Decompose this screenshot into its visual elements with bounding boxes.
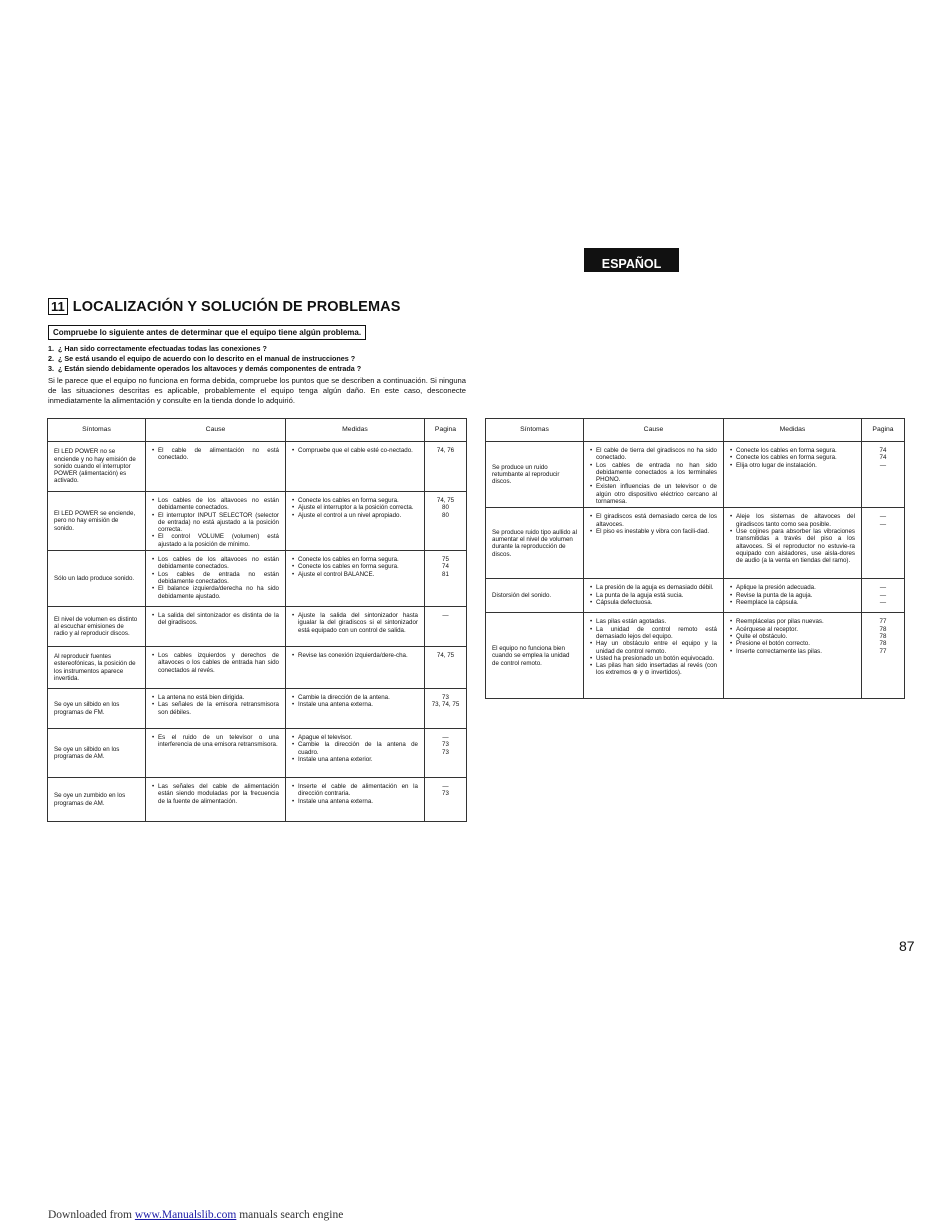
cause-item: • Existen influencias de un televisor o de algún otro dispositivo eléctrico cercano al tornamesa.	[590, 483, 717, 505]
symptom-cell: El nivel de volumen es distinto al escuchar emisiones de radio y al reproducir discos.	[48, 607, 146, 647]
table-row	[48, 442, 467, 492]
header-symptom: Síntomas	[48, 419, 146, 442]
page-ref: 73	[442, 790, 449, 798]
page-ref: 74, 75	[436, 497, 455, 504]
measure-item: • Ajuste el interruptor a la posición correcta.	[292, 504, 418, 511]
measure-item: • Ajuste el control a un nivel apropiado.	[292, 512, 418, 519]
page-title: LOCALIZACIÓN Y SOLUCIÓN DE PROBLEMAS	[72, 298, 401, 315]
symptom-cell: Se oye un zumbido en los programas de AM.	[48, 778, 146, 822]
cause-item: • El cable de tierra del giradiscos no ha sido conectado.	[590, 447, 717, 462]
page-cell	[425, 492, 467, 551]
measure-item: • Instale una antena exterior.	[292, 756, 418, 763]
page-ref: —	[879, 513, 887, 521]
measure-item: • Quite el obstáculo.	[730, 633, 855, 640]
measure-item: • Apague el televisor.	[292, 734, 418, 741]
intro-paragraph: Si le parece que el equipo no funciona en forma debida, compruebe los puntos que se describen a continuación. Si ninguna de las situaciones descritas es aplicable, probablemente el equipo tenga algún daño. En este caso, desconecte inmediatamente la alimentación y consulte en la tienda donde lo adquirió.	[48, 376, 466, 406]
symptom-cell: Se oye un silbido en los programas de AM.	[48, 729, 146, 778]
cause-cell	[146, 442, 286, 492]
measure-item: • Revise las conexión izquierda/dere-cha.	[292, 652, 418, 659]
measure-item: • Reemplace la cápsula.	[730, 599, 855, 606]
troubleshooting-table-right	[485, 418, 905, 699]
measure-item: • Cambie la dirección de la antena de cuadro.	[292, 741, 418, 756]
symptom-cell: Distorsión del sonido.	[486, 579, 584, 613]
page-cell	[425, 607, 467, 647]
table-row	[486, 613, 905, 699]
header-page: Pagina	[862, 419, 905, 442]
cause-item: • Las pilas han sido insertadas al revés (con los extremos ⊕ y ⊖ invertidos).	[590, 662, 717, 677]
table-row	[486, 442, 905, 508]
page-cell	[862, 508, 905, 579]
measure-item: • Compruebe que el cable esté co-nectado.	[292, 447, 418, 454]
header-cause: Cause	[146, 419, 286, 442]
header-cause: Cause	[584, 419, 724, 442]
measure-cell	[286, 729, 425, 778]
cause-item: • Los cables izquierdos y derechos de altavoces o los cables de entrada han sido conectados al revés.	[152, 652, 279, 674]
symptom-cell: Se produce ruido tipo aullido al aumentar el nivel de volumen durante la reproducción de discos.	[486, 508, 584, 579]
page-ref: —	[442, 734, 449, 742]
symptom-cell: El equipo no funciona bien cuando se emplea la unidad de control remoto.	[486, 613, 584, 699]
page-cell	[862, 442, 905, 508]
symptom-cell: Al reproducir fuentes estereofónicas, la posición de los instrumentos aparece invertida.	[48, 647, 146, 689]
cause-item: • Usted ha presionado un botón equivocado.	[590, 655, 717, 662]
measure-cell	[724, 613, 862, 699]
page-ref: —	[442, 612, 449, 620]
page-ref: 74	[879, 454, 887, 462]
measure-cell	[724, 508, 862, 579]
measure-item: • Ajuste el control BALANCE.	[292, 571, 418, 578]
table-row	[48, 729, 467, 778]
cause-item: • Los cables de los altavoces no están debidamente conectados.	[152, 497, 279, 512]
cause-cell	[146, 778, 286, 822]
troubleshooting-table-left	[47, 418, 467, 822]
cause-cell	[146, 729, 286, 778]
page-ref: 73	[442, 694, 449, 702]
cause-item: • Los cables de entrada no están debidamente conectados.	[152, 571, 279, 586]
measure-item: • Elija otro lugar de instalación.	[730, 462, 855, 469]
cause-item: • Es el ruido de un televisor o una interferencia de una emisora retransmisora.	[152, 734, 279, 749]
cause-cell	[146, 647, 286, 689]
cause-cell	[584, 579, 724, 613]
page-cell	[862, 613, 905, 699]
language-tab: ESPAÑOL	[584, 248, 679, 272]
cause-item: • Los cables de entrada no han sido debidamente conectados a los terminales PHONO.	[590, 462, 717, 484]
cause-item: • Hay un obstáculo entre el equipo y la unidad de control remoto.	[590, 640, 717, 655]
symptom-cell: El LED POWER se enciende, pero no hay emisión de sonido.	[48, 492, 146, 551]
cause-item: • El piso es inestable y vibra con facili-dad.	[590, 528, 717, 535]
cause-cell	[146, 689, 286, 729]
header-page: Pagina	[425, 419, 467, 442]
table-header-row	[486, 419, 905, 442]
page-ref: 74, 76	[436, 447, 455, 454]
measure-cell	[286, 551, 425, 607]
page-ref: 73	[442, 748, 449, 756]
page-ref: 78	[879, 640, 887, 648]
measure-item: • Inserte correctamente las pilas.	[730, 648, 855, 655]
symptom-cell: Se produce un ruido retumbante al reproducir discos.	[486, 442, 584, 508]
table-row	[48, 689, 467, 729]
page-ref: 80	[442, 511, 449, 519]
page-cell	[425, 689, 467, 729]
table-header-row	[48, 419, 467, 442]
page-ref: 77	[879, 647, 887, 655]
page-cell	[425, 551, 467, 607]
cause-item: • La punta de la aguja está sucia.	[590, 592, 717, 599]
measure-item: • Instale una antena externa.	[292, 701, 418, 708]
measure-cell	[724, 442, 862, 508]
page-ref: —	[879, 520, 887, 528]
page-ref: —	[879, 584, 887, 592]
cause-item: • La salida del sintonizador es distinta de la del giradiscos.	[152, 612, 279, 627]
page-ref: 74	[879, 447, 887, 454]
measure-item: • Conecte los cables en forma segura.	[292, 497, 418, 504]
cause-item: • El giradiscos está demasiado cerca de los altavoces.	[590, 513, 717, 528]
page-ref: —	[879, 598, 887, 606]
symptom-cell: Se oye un silbido en los programas de FM.	[48, 689, 146, 729]
page-ref: 73	[442, 741, 449, 749]
section-heading	[48, 298, 400, 315]
measure-cell	[724, 579, 862, 613]
measure-item: • Reemplácelas por pilas nuevas.	[730, 618, 855, 625]
measure-item: • Ajuste la salida del sintonizador hasta igualar la del giradiscos si el sintonizador está equipado con un control de salida.	[292, 612, 418, 634]
page-number: 87	[899, 938, 915, 954]
page-ref: 73, 74, 75	[431, 701, 460, 709]
download-footer: Downloaded from www.Manualslib.com manuals search engine	[48, 1209, 344, 1221]
cause-item: • Las señales del cable de alimentación están siendo moduladas por la frecuencia de la fuente de alimentación.	[152, 783, 279, 805]
page-ref: 77	[879, 618, 887, 626]
measure-item: • Cambie la dirección de la antena.	[292, 694, 418, 701]
cause-cell	[584, 613, 724, 699]
question-item: 3. ¿ Están siendo debidamente operados los altavoces y demás componentes de entrada ?	[48, 364, 362, 374]
cause-item: • Las pilas están agotadas.	[590, 618, 717, 625]
cause-cell	[146, 492, 286, 551]
cause-item: • El balance izquierda/derecha no ha sido debidamente ajustado.	[152, 585, 279, 600]
measure-item: • Aleje los sistemas de altavoces del giradiscos tanto como sea posible.	[730, 513, 855, 528]
symptom-cell: Sólo un lado produce sonido.	[48, 551, 146, 607]
measure-cell	[286, 442, 425, 492]
cause-item: • Los cables de los altavoces no están debidamente conectados.	[152, 556, 279, 571]
cause-item: • La unidad de control remoto está demasiado lejos del equipo.	[590, 626, 717, 641]
cause-item: • El cable de alimentación no está conectado.	[152, 447, 279, 462]
cause-item: • La antena no está bien dirigida.	[152, 694, 279, 701]
cause-cell	[146, 551, 286, 607]
measure-item: • Aplique la presión adecuada.	[730, 584, 855, 591]
page-ref: 78	[879, 632, 887, 640]
table-row	[48, 778, 467, 822]
table-row	[48, 647, 467, 689]
measure-item: • Conecte los cables en forma segura.	[292, 556, 418, 563]
measure-item: • Use cojines para absorber las vibraciones transmitidas a través del piso a los altavoces. Si el reproductor no estuvie-ra equipado con aisladores, use aisla-dores de audio (a la venta en tiendas del ramo).	[730, 528, 855, 564]
table-row	[48, 551, 467, 607]
page-cell	[862, 579, 905, 613]
page-ref: 80	[442, 504, 449, 512]
page-cell	[425, 729, 467, 778]
question-item: 2. ¿ Se está usando el equipo de acuerdo con lo descrito en el manual de instrucciones ?	[48, 354, 356, 364]
cause-item: • Las señales de la emisora retransmisora son débiles.	[152, 701, 279, 716]
page-ref: —	[879, 461, 887, 469]
cause-item: • El control VOLUME (volumen) está ajustado a la posición de mínimo.	[152, 533, 279, 548]
page-ref: —	[442, 783, 449, 791]
measure-item: • Instale una antena externa.	[292, 798, 418, 805]
table-row	[48, 492, 467, 551]
symptom-cell: El LED POWER no se enciende y no hay emisión de sonido cuando el interruptor POWER (alimentación) es activado.	[48, 442, 146, 492]
cause-item: • Cápsula defectuosa.	[590, 599, 717, 606]
cause-item: • La presión de la aguja es demasiado débil.	[590, 584, 717, 591]
measure-item: • Revise la punta de la aguja.	[730, 592, 855, 599]
cause-cell	[146, 607, 286, 647]
table-row	[486, 508, 905, 579]
measure-item: • Presione el botón correcto.	[730, 640, 855, 647]
page-ref: 74	[442, 563, 449, 571]
cause-item: • El interruptor INPUT SELECTOR (selector de entrada) no está ajustado a la posición correcta.	[152, 512, 279, 534]
measure-cell	[286, 647, 425, 689]
page-ref: 78	[879, 625, 887, 633]
page-cell	[425, 778, 467, 822]
page-cell	[425, 647, 467, 689]
header-symptom: Síntomas	[486, 419, 584, 442]
measure-item: • Acérquese al receptor.	[730, 626, 855, 633]
measure-item: • Conecte los cables en forma segura.	[730, 447, 855, 454]
manualslib-link[interactable]: www.Manualslib.com	[134, 1209, 237, 1221]
cause-cell	[584, 508, 724, 579]
measure-cell	[286, 689, 425, 729]
measure-cell	[286, 778, 425, 822]
question-item: 1. ¿ Han sido correctamente efectuadas todas las conexiones ?	[48, 344, 267, 353]
measure-cell	[286, 607, 425, 647]
measure-item: • Conecte los cables en forma segura.	[292, 563, 418, 570]
measure-item: • Conecte los cables en forma segura.	[730, 454, 855, 461]
measure-item: • Inserte el cable de alimentación en la dirección contraria.	[292, 783, 418, 798]
page-ref: —	[879, 591, 887, 599]
header-measure: Medidas	[286, 419, 425, 442]
cause-cell	[584, 442, 724, 508]
measure-cell	[286, 492, 425, 551]
table-row	[486, 579, 905, 613]
page-ref: 81	[442, 570, 449, 578]
header-measure: Medidas	[724, 419, 862, 442]
section-number: 11	[48, 298, 68, 315]
check-notice: Compruebe lo siguiente antes de determinar que el equipo tiene algún problema.	[48, 325, 366, 340]
page-ref: 74, 75	[436, 652, 455, 660]
page-cell	[425, 442, 467, 492]
question-list	[48, 344, 361, 375]
page-ref: 75	[442, 556, 449, 564]
table-row	[48, 607, 467, 647]
